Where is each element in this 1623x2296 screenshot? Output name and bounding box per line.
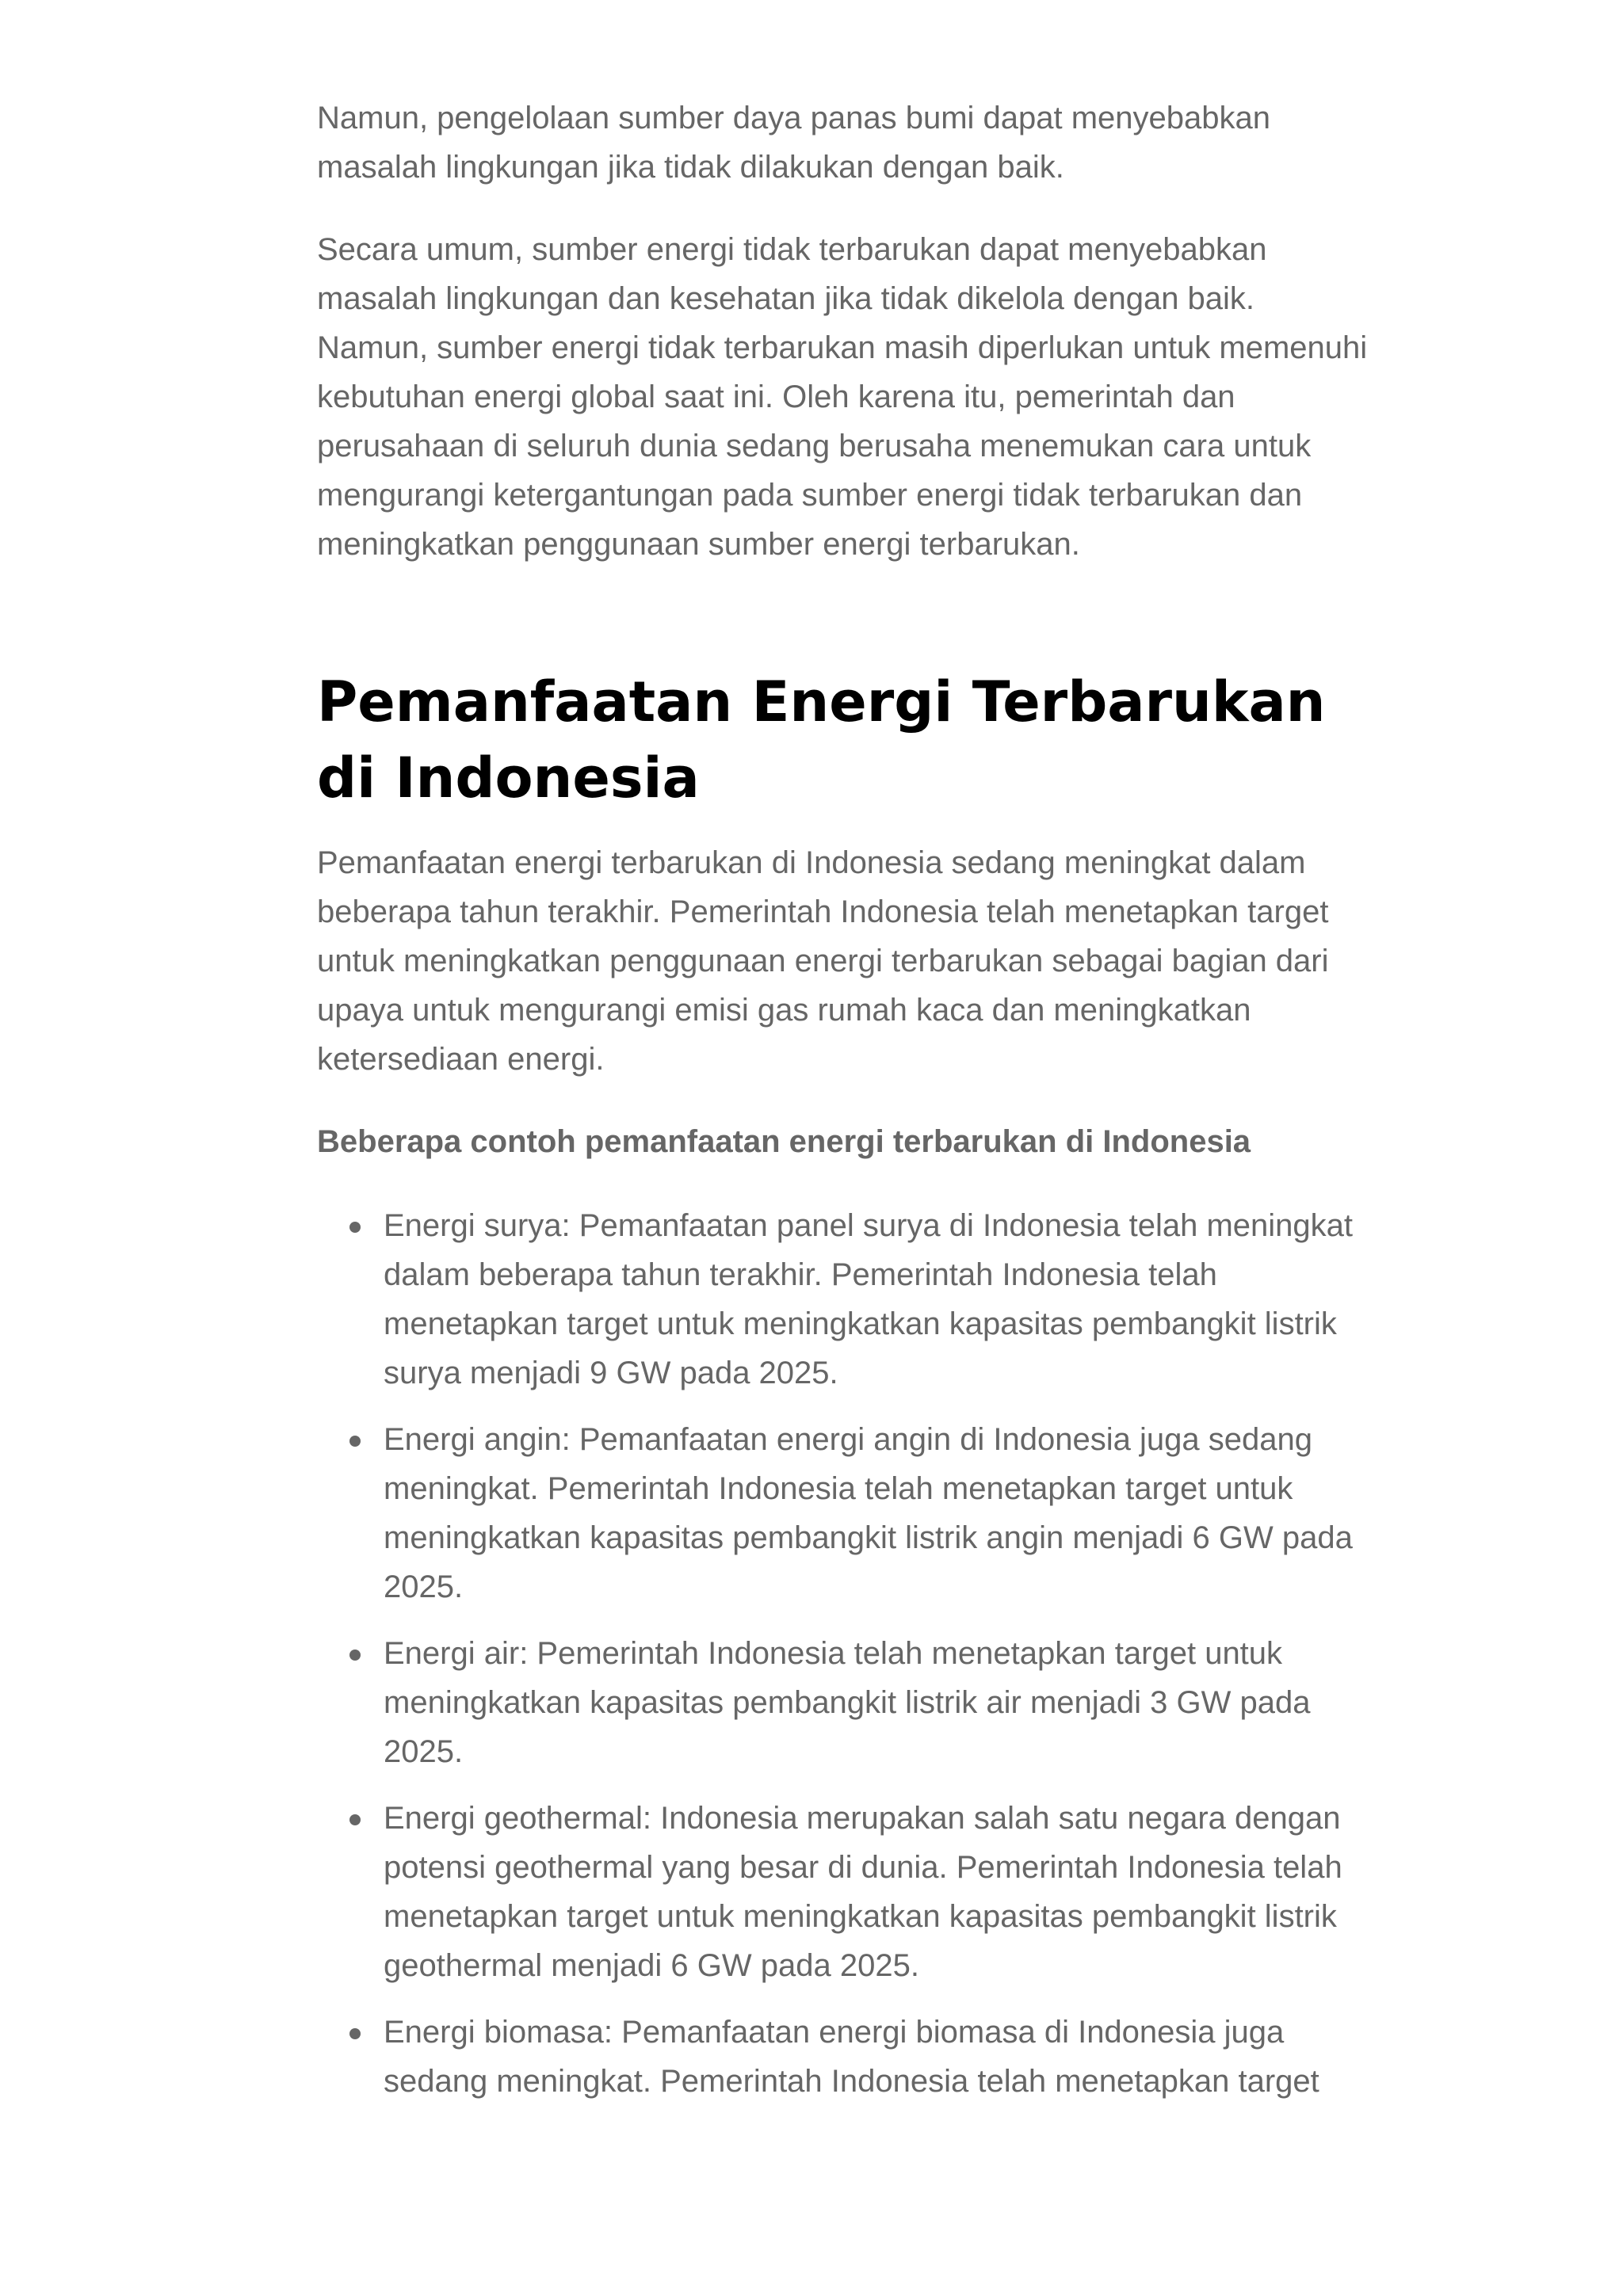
list-item-wind xyxy=(384,1415,1371,1611)
list-item-solar xyxy=(384,1201,1371,1398)
document-page xyxy=(317,93,1371,2123)
bullet-dot-icon xyxy=(349,1222,361,1233)
bullet-dot-icon xyxy=(349,1650,361,1661)
section-intro: Pemanfaatan energi terbarukan di Indonesia sedang meningkat dalam beberapa tahun terakhir. Pemerintah Indonesia telah menetapkan target untuk meningkatkan penggunaan energi terbarukan sebagai bagian dari upaya untuk mengurangi emisi gas rumah kaca dan meningkatkan ketersediaan energi. xyxy=(317,845,1329,1077)
list-item-hydro xyxy=(384,1629,1371,1776)
list-item-biomass xyxy=(384,2008,1371,2106)
list-item-text: Energi air: Pemerintah Indonesia telah menetapkan target untuk meningkatkan kapasitas pembangkit listrik air menjadi 3 GW pada 2025. xyxy=(384,1636,1311,1769)
list-item-text: Energi surya: Pemanfaatan panel surya di Indonesia telah meningkat dalam beberapa tahun terakhir. Pemerintah Indonesia telah menetapkan target untuk meningkatkan kapasitas pembangkit listrik surya menjadi 9 GW pada 2025. xyxy=(384,1208,1353,1390)
section-spacer xyxy=(317,602,1371,664)
list-item-geothermal xyxy=(384,1794,1371,1990)
list-item-text: Energi biomasa: Pemanfaatan energi biomasa di Indonesia juga sedang meningkat. Pemerintah Indonesia telah menetapkan target xyxy=(384,2015,1319,2099)
bullet-dot-icon xyxy=(349,1436,361,1447)
examples-list xyxy=(317,1201,1371,2106)
examples-subheading: Beberapa contoh pemanfaatan energi terbarukan di Indonesia xyxy=(317,1124,1251,1159)
paragraph-nonrenewable-summary: Secara umum, sumber energi tidak terbarukan dapat menyebabkan masalah lingkungan dan kesehatan jika tidak dikelola dengan baik. Namun, sumber energi tidak terbarukan masih diperlukan untuk memenuhi kebutuhan energi global saat ini. Oleh karena itu, pemerintah dan perusahaan di seluruh dunia sedang berusaha menemukan cara untuk mengurangi ketergantungan pada sumber energi tidak terbarukan dan meningkatkan penggunaan sumber energi terbarukan. xyxy=(317,232,1368,562)
list-item-text: Energi geothermal: Indonesia merupakan salah satu negara dengan potensi geothermal yang besar di dunia. Pemerintah Indonesia telah menetapkan target untuk meningkatkan kapasitas pembangkit listrik geothermal menjadi 6 GW pada 2025. xyxy=(384,1801,1342,1983)
bullet-dot-icon xyxy=(349,1814,361,1825)
bullet-dot-icon xyxy=(349,2028,361,2039)
list-item-text: Energi angin: Pemanfaatan energi angin di Indonesia juga sedang meningkat. Pemerintah Indonesia telah menetapkan target untuk meningkatkan kapasitas pembangkit listrik angin menjadi 6 GW pada 2025. xyxy=(384,1422,1353,1604)
paragraph-geothermal-note: Namun, pengelolaan sumber daya panas bumi dapat menyebabkan masalah lingkungan jika tidak dilakukan dengan baik. xyxy=(317,101,1271,185)
section-title: Pemanfaatan Energi Terbarukan di Indonesia xyxy=(317,669,1326,810)
